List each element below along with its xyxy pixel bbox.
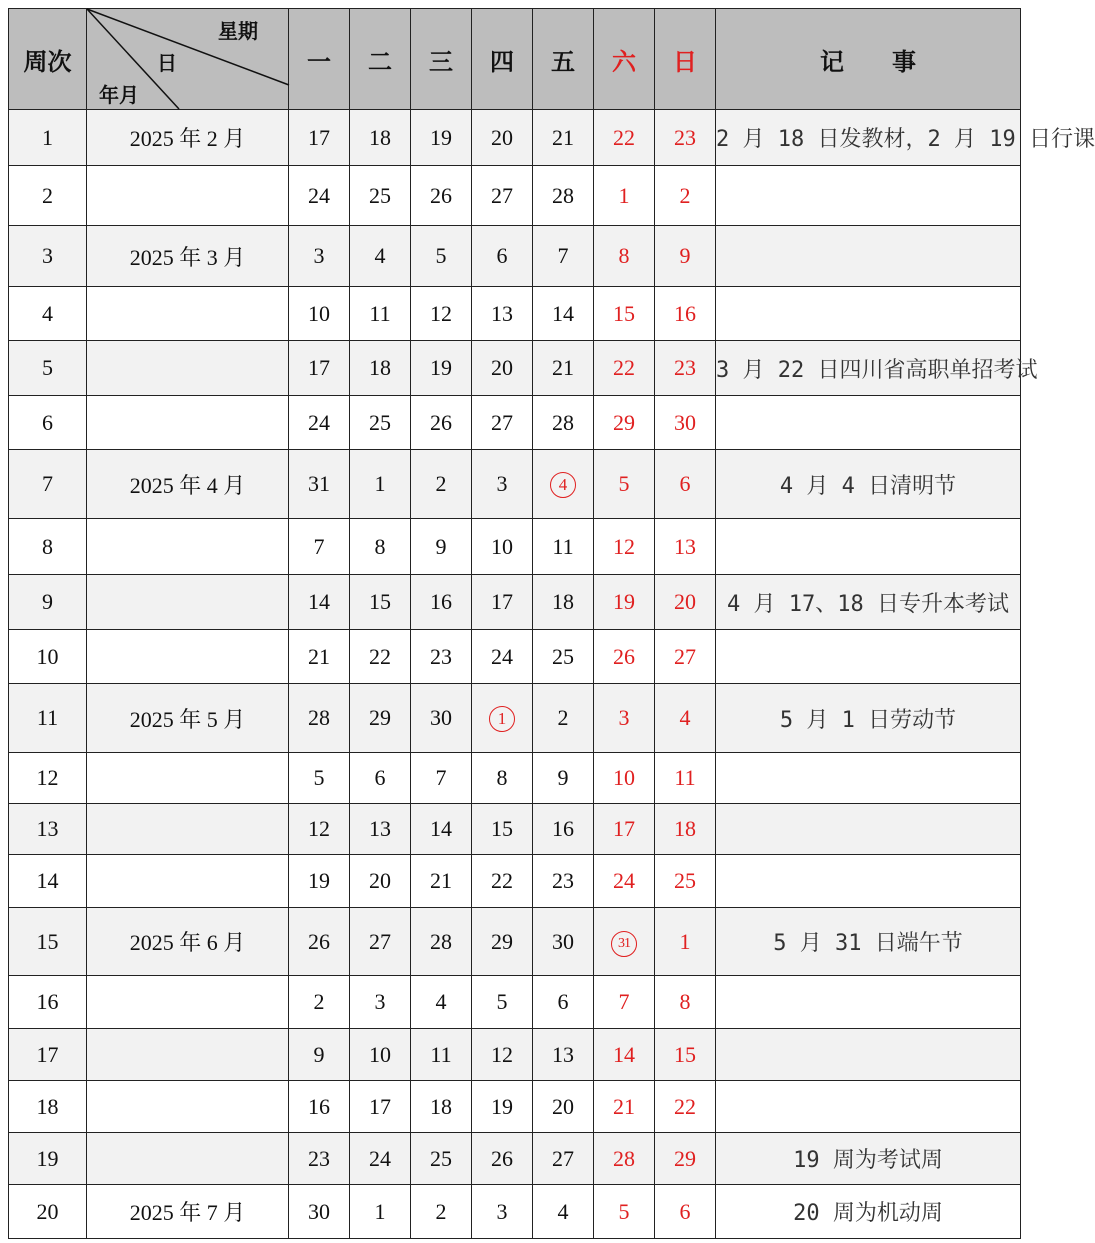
- week-number: 2: [9, 166, 87, 226]
- day-cell: 5: [594, 450, 655, 519]
- day-cell: 16: [655, 287, 716, 341]
- day-cell: 22: [350, 630, 411, 684]
- week-number: 10: [9, 630, 87, 684]
- header-notes: 记 事: [716, 9, 1021, 110]
- day-cell: 5: [594, 1185, 655, 1239]
- day-cell: 21: [533, 110, 594, 166]
- day-cell: 30: [533, 908, 594, 976]
- day-cell: 4: [655, 684, 716, 753]
- day-cell: 15: [594, 287, 655, 341]
- note-cell: 5 月 1 日劳动节: [716, 684, 1021, 753]
- day-cell: 9: [533, 753, 594, 804]
- holiday-marker: 4: [550, 472, 576, 498]
- day-cell: 13: [655, 519, 716, 575]
- day-cell: 13: [533, 1029, 594, 1081]
- week-row: [9, 855, 1021, 908]
- week-row: [9, 804, 1021, 855]
- week-row: [9, 1029, 1021, 1081]
- day-cell: 4: [411, 976, 472, 1029]
- day-cell: 23: [655, 341, 716, 396]
- day-cell: 2: [533, 684, 594, 753]
- header-day-sat: 六: [594, 9, 655, 110]
- day-cell: 18: [655, 804, 716, 855]
- week-number: 1: [9, 110, 87, 166]
- week-number: 5: [9, 341, 87, 396]
- day-cell: 20: [655, 575, 716, 630]
- day-cell: 26: [472, 1133, 533, 1185]
- week-number: 15: [9, 908, 87, 976]
- day-cell: 19: [411, 110, 472, 166]
- day-cell: 27: [350, 908, 411, 976]
- note-cell: [716, 519, 1021, 575]
- note-cell: 19 周为考试周: [716, 1133, 1021, 1185]
- week-number: 11: [9, 684, 87, 753]
- day-cell: 28: [533, 396, 594, 450]
- day-cell: 19: [289, 855, 350, 908]
- header-row: [9, 9, 1021, 110]
- day-cell: 21: [594, 1081, 655, 1133]
- calendar-body: [9, 110, 1095, 1239]
- week-row: [9, 684, 1021, 753]
- week-row: [9, 166, 1021, 226]
- week-row: [9, 1081, 1021, 1133]
- week-number: 12: [9, 753, 87, 804]
- month-label: 2025 年 4 月: [87, 450, 289, 519]
- day-cell: 22: [655, 1081, 716, 1133]
- day-cell: 24: [289, 166, 350, 226]
- week-number: 7: [9, 450, 87, 519]
- note-cell: [716, 226, 1021, 287]
- day-cell: 6: [350, 753, 411, 804]
- month-label: [87, 855, 289, 908]
- note-cell: [716, 1081, 1021, 1133]
- day-cell: 22: [472, 855, 533, 908]
- week-number: 9: [9, 575, 87, 630]
- day-cell: 27: [472, 396, 533, 450]
- note-cell: 2 月 18 日发教材，2 月 19 日行课: [716, 110, 1021, 166]
- day-cell: 22: [594, 110, 655, 166]
- month-label: [87, 166, 289, 226]
- month-label: 2025 年 7 月: [87, 1185, 289, 1239]
- school-calendar-table: [8, 8, 1095, 1239]
- day-cell: 3: [350, 976, 411, 1029]
- day-cell: 28: [533, 166, 594, 226]
- day-cell: 10: [289, 287, 350, 341]
- day-cell: 17: [472, 575, 533, 630]
- day-cell: 2: [655, 166, 716, 226]
- day-cell: 29: [472, 908, 533, 976]
- day-cell: 29: [655, 1133, 716, 1185]
- day-cell: 22: [594, 341, 655, 396]
- day-cell: [594, 908, 655, 976]
- day-cell: 24: [594, 855, 655, 908]
- day-cell: 10: [594, 753, 655, 804]
- day-cell: 5: [472, 976, 533, 1029]
- day-cell: 16: [289, 1081, 350, 1133]
- day-cell: 28: [411, 908, 472, 976]
- day-cell: 27: [472, 166, 533, 226]
- day-cell: [533, 450, 594, 519]
- note-cell: [716, 630, 1021, 684]
- week-row: [9, 753, 1021, 804]
- day-cell: 14: [533, 287, 594, 341]
- day-cell: 26: [289, 908, 350, 976]
- diag-label-yearmonth: 年月: [99, 83, 139, 107]
- day-cell: 26: [411, 396, 472, 450]
- note-cell: [716, 166, 1021, 226]
- day-cell: 23: [289, 1133, 350, 1185]
- day-cell: 9: [655, 226, 716, 287]
- note-cell: [716, 753, 1021, 804]
- day-cell: 16: [533, 804, 594, 855]
- day-cell: 8: [350, 519, 411, 575]
- week-number: 6: [9, 396, 87, 450]
- day-cell: 1: [655, 908, 716, 976]
- day-cell: 7: [411, 753, 472, 804]
- day-cell: 6: [655, 450, 716, 519]
- week-number: 20: [9, 1185, 87, 1239]
- note-cell: [716, 396, 1021, 450]
- day-cell: 23: [533, 855, 594, 908]
- day-cell: 24: [289, 396, 350, 450]
- day-cell: 11: [350, 287, 411, 341]
- header-day-tue: 二: [350, 9, 411, 110]
- day-cell: [472, 684, 533, 753]
- day-cell: 3: [472, 450, 533, 519]
- month-label: [87, 396, 289, 450]
- day-cell: 8: [655, 976, 716, 1029]
- week-number: 18: [9, 1081, 87, 1133]
- day-cell: 11: [655, 753, 716, 804]
- day-cell: 24: [472, 630, 533, 684]
- day-cell: 3: [289, 226, 350, 287]
- week-number: 19: [9, 1133, 87, 1185]
- month-label: 2025 年 5 月: [87, 684, 289, 753]
- day-cell: 11: [533, 519, 594, 575]
- week-row: [9, 908, 1021, 976]
- day-cell: 31: [289, 450, 350, 519]
- day-cell: 21: [533, 341, 594, 396]
- week-row: [9, 396, 1021, 450]
- day-cell: 18: [350, 110, 411, 166]
- day-cell: 14: [289, 575, 350, 630]
- note-cell: 4 月 4 日清明节: [716, 450, 1021, 519]
- month-label: [87, 287, 289, 341]
- day-cell: 3: [472, 1185, 533, 1239]
- month-label: [87, 1133, 289, 1185]
- day-cell: 6: [655, 1185, 716, 1239]
- header-day-mon: 一: [289, 9, 350, 110]
- day-cell: 10: [350, 1029, 411, 1081]
- day-cell: 12: [472, 1029, 533, 1081]
- note-cell: [716, 287, 1021, 341]
- day-cell: 27: [533, 1133, 594, 1185]
- day-cell: 30: [289, 1185, 350, 1239]
- day-cell: 27: [655, 630, 716, 684]
- day-cell: 1: [350, 450, 411, 519]
- day-cell: 2: [411, 1185, 472, 1239]
- day-cell: 29: [350, 684, 411, 753]
- day-cell: 14: [594, 1029, 655, 1081]
- day-cell: 14: [411, 804, 472, 855]
- day-cell: 25: [411, 1133, 472, 1185]
- day-cell: 3: [594, 684, 655, 753]
- day-cell: 21: [289, 630, 350, 684]
- day-cell: 25: [533, 630, 594, 684]
- day-cell: 17: [289, 110, 350, 166]
- header-day-thu: 四: [472, 9, 533, 110]
- day-cell: 7: [289, 519, 350, 575]
- day-cell: 10: [472, 519, 533, 575]
- day-cell: 8: [594, 226, 655, 287]
- day-cell: 9: [289, 1029, 350, 1081]
- day-cell: 4: [533, 1185, 594, 1239]
- day-cell: 28: [289, 684, 350, 753]
- diag-label-day: 日: [157, 51, 177, 75]
- week-row: [9, 1133, 1021, 1185]
- day-cell: 4: [350, 226, 411, 287]
- month-label: [87, 804, 289, 855]
- day-cell: 2: [411, 450, 472, 519]
- week-row: [9, 630, 1021, 684]
- month-label: [87, 575, 289, 630]
- week-row: [9, 341, 1021, 396]
- header-day-fri: 五: [533, 9, 594, 110]
- day-cell: 19: [472, 1081, 533, 1133]
- week-row: [9, 450, 1021, 519]
- header-week-no: 周次: [9, 9, 87, 110]
- day-cell: 15: [350, 575, 411, 630]
- day-cell: 2: [289, 976, 350, 1029]
- month-label: [87, 1029, 289, 1081]
- calendar-page: [8, 8, 1095, 1239]
- note-cell: [716, 976, 1021, 1029]
- diag-label-weekday: 星期: [218, 19, 258, 43]
- month-label: [87, 630, 289, 684]
- note-cell: [716, 855, 1021, 908]
- day-cell: 7: [594, 976, 655, 1029]
- day-cell: 1: [594, 166, 655, 226]
- week-row: [9, 110, 1021, 166]
- week-number: 3: [9, 226, 87, 287]
- day-cell: 1: [350, 1185, 411, 1239]
- day-cell: 25: [655, 855, 716, 908]
- day-cell: 15: [655, 1029, 716, 1081]
- day-cell: 17: [289, 341, 350, 396]
- day-cell: 17: [350, 1081, 411, 1133]
- week-number: 8: [9, 519, 87, 575]
- month-label: [87, 341, 289, 396]
- week-number: 16: [9, 976, 87, 1029]
- note-cell: 20 周为机动周: [716, 1185, 1021, 1239]
- header-day-sun: 日: [655, 9, 716, 110]
- day-cell: 20: [472, 110, 533, 166]
- day-cell: 5: [411, 226, 472, 287]
- day-cell: 30: [655, 396, 716, 450]
- day-cell: 19: [594, 575, 655, 630]
- month-label: [87, 753, 289, 804]
- day-cell: 17: [594, 804, 655, 855]
- day-cell: 24: [350, 1133, 411, 1185]
- week-number: 14: [9, 855, 87, 908]
- day-cell: 13: [472, 287, 533, 341]
- day-cell: 13: [350, 804, 411, 855]
- day-cell: 9: [411, 519, 472, 575]
- note-cell: [716, 1029, 1021, 1081]
- header-day-wed: 三: [411, 9, 472, 110]
- month-label: [87, 519, 289, 575]
- day-cell: 12: [289, 804, 350, 855]
- day-cell: 16: [411, 575, 472, 630]
- day-cell: 23: [655, 110, 716, 166]
- day-cell: 19: [411, 341, 472, 396]
- week-number: 4: [9, 287, 87, 341]
- day-cell: 28: [594, 1133, 655, 1185]
- day-cell: 29: [594, 396, 655, 450]
- note-cell: 4 月 17、18 日专升本考试: [716, 575, 1021, 630]
- week-number: 13: [9, 804, 87, 855]
- day-cell: 21: [411, 855, 472, 908]
- note-cell: [716, 804, 1021, 855]
- week-row: [9, 1185, 1021, 1239]
- day-cell: 25: [350, 396, 411, 450]
- day-cell: 20: [472, 341, 533, 396]
- day-cell: 25: [350, 166, 411, 226]
- note-cell: 5 月 31 日端午节: [716, 908, 1021, 976]
- day-cell: 8: [472, 753, 533, 804]
- week-number: 17: [9, 1029, 87, 1081]
- week-row: [9, 287, 1021, 341]
- day-cell: 11: [411, 1029, 472, 1081]
- note-cell: 3 月 22 日四川省高职单招考试: [716, 341, 1021, 396]
- day-cell: 6: [533, 976, 594, 1029]
- day-cell: 23: [411, 630, 472, 684]
- month-label: 2025 年 6 月: [87, 908, 289, 976]
- day-cell: 12: [594, 519, 655, 575]
- week-row: [9, 519, 1021, 575]
- week-row: [9, 226, 1021, 287]
- holiday-marker: 1: [489, 706, 515, 732]
- month-label: 2025 年 3 月: [87, 226, 289, 287]
- day-cell: 15: [472, 804, 533, 855]
- day-cell: 6: [472, 226, 533, 287]
- day-cell: 12: [411, 287, 472, 341]
- day-cell: 18: [350, 341, 411, 396]
- day-cell: 30: [411, 684, 472, 753]
- month-label: 2025 年 2 月: [87, 110, 289, 166]
- day-cell: 5: [289, 753, 350, 804]
- day-cell: 18: [411, 1081, 472, 1133]
- holiday-marker: 31: [611, 931, 637, 957]
- day-cell: 26: [594, 630, 655, 684]
- day-cell: 7: [533, 226, 594, 287]
- header-diagonal-cell: [87, 9, 289, 110]
- month-label: [87, 976, 289, 1029]
- week-row: [9, 976, 1021, 1029]
- day-cell: 18: [533, 575, 594, 630]
- day-cell: 26: [411, 166, 472, 226]
- month-label: [87, 1081, 289, 1133]
- day-cell: 20: [533, 1081, 594, 1133]
- day-cell: 20: [350, 855, 411, 908]
- week-row: [9, 575, 1021, 630]
